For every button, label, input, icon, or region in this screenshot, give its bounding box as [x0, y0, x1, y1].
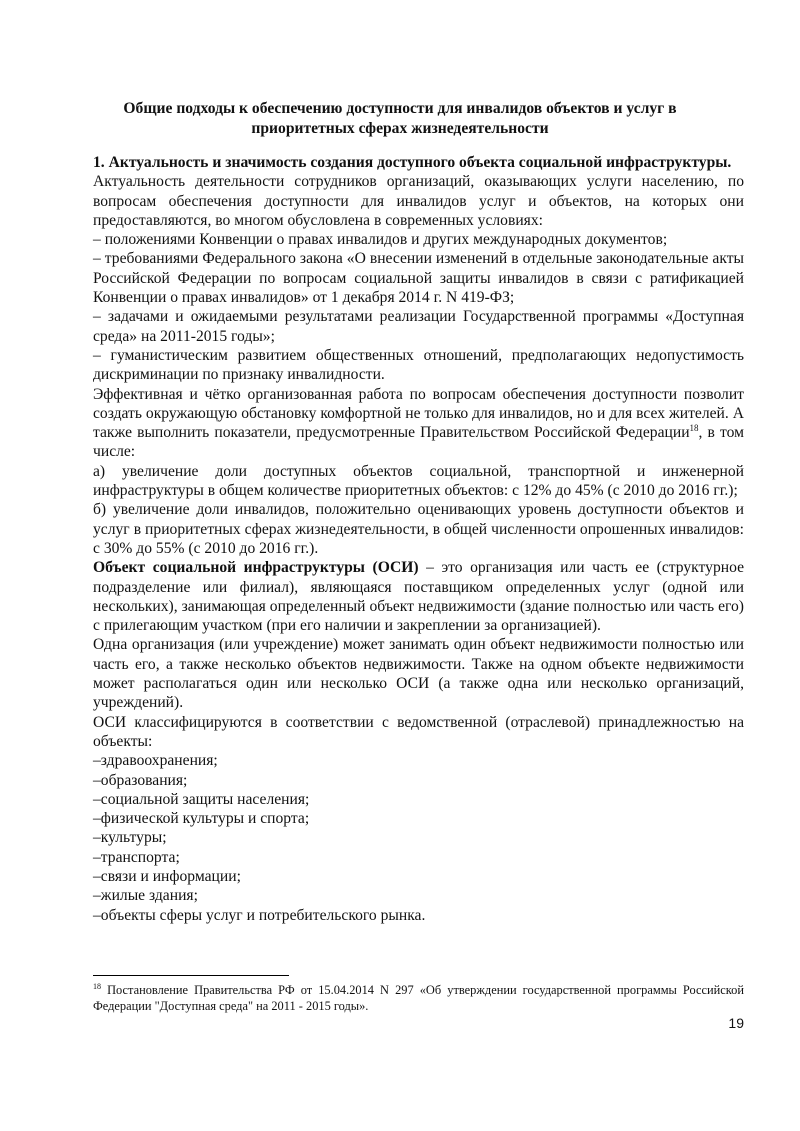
classification-paragraph: ОСИ классифицируются в соответствии с ведомственной (отраслевой) принадлежностью на объекты:	[93, 713, 744, 750]
osi-definition: – это организация или часть ее (структурное подразделение или филиал), являющаяся поставщиком определенных услуг (одной или нескольких), занимающая определенный объект недвижимости (здание полностью или часть его) с прилегающим участком (при его наличии и закреплении за организацией).	[93, 559, 744, 635]
page-number: 19	[728, 1015, 744, 1031]
category-item: –культуры;	[93, 829, 167, 847]
category-item: –связи и информации;	[93, 867, 241, 885]
effective-text: Эффективная и чётко организованная работа по вопросам обеспечения доступности позволит создать окружающую обстановку комфортной не только для инвалидов, но и для всех жителей. А также выполнить показатели, предусмотренные Правительством Российской Федерации	[93, 385, 744, 442]
document-body	[93, 153, 744, 925]
effective-paragraph	[93, 385, 744, 462]
category-item: –транспорта;	[93, 848, 180, 866]
footnote-number: 18	[93, 982, 101, 991]
effective-tail: , в том числе:	[93, 424, 744, 461]
condition-item: – положениями Конвенции о правах инвалидов и других международных документов;	[93, 231, 668, 249]
footnote-text: Постановление Правительства РФ от 15.04.2014 N 297 «Об утверждении государственной программы Российской Федерации "Доступная среда" на 2011 - 2015 годы».	[93, 983, 744, 1014]
one-organization-paragraph: Одна организация (или учреждение) может занимать один объект недвижимости полностью или часть его, а также несколько объектов недвижимости. Также на одном объекте недвижимости может располагаться один или несколько ОСИ (а также одна или несколько организаций, учреждений).	[93, 636, 744, 712]
footnote-separator	[93, 975, 289, 976]
condition-item: – задачами и ожидаемыми результатами реализации Государственной программы «Доступная среда» на 2011-2015 годы»;	[93, 308, 744, 345]
category-item: –жилые здания;	[93, 887, 198, 905]
section-heading: 1. Актуальность и значимость создания доступного объекта социальной инфраструктуры.	[93, 154, 732, 171]
osi-term: Объект социальной инфраструктуры (ОСИ)	[93, 559, 419, 577]
indicator-b: б) увеличение доли инвалидов, положительно оценивающих уровень доступности объектов и услуг в приоритетных сферах жизнедеятельности, в общей численности опрошенных инвалидов: с 30% до 55% (с 2010 до 2016 гг.).	[93, 501, 744, 557]
category-item: –физической культуры и спорта;	[93, 810, 310, 828]
condition-item: – гуманистическим развитием общественных отношений, предполагающих недопустимость дискриминации по признаку инвалидности.	[93, 346, 744, 384]
footnote-reference: 18	[689, 423, 699, 434]
category-item: –здравоохранения;	[93, 752, 218, 770]
category-item: –объекты сферы услуг и потребительского рынка.	[93, 906, 426, 924]
osi-definition-paragraph	[93, 558, 744, 635]
condition-item: – требованиями Федерального закона «О внесении изменений в отдельные законодательные акты Российской Федерации по вопросам социальной защиты инвалидов в связи с ратификацией Конвенции о правах инвалидов» от 1 декабря 2014 г. N 419-ФЗ;	[93, 250, 744, 307]
footnote	[93, 982, 744, 1015]
category-item: –социальной защиты населения;	[93, 790, 310, 808]
document-title: Общие подходы к обеспечению доступности для инвалидов объектов и услуг в приоритетных сферах жизнедеятельности	[123, 100, 677, 137]
category-item: –образования;	[93, 771, 188, 789]
indicator-a: а) увеличение доли доступных объектов социальной, транспортной и инженерной инфраструктуры в общем количестве приоритетных объектов: с 12% до 45% (с 2010 до 2016 гг.);	[93, 462, 744, 500]
intro-paragraph: Актуальность деятельности сотрудников организаций, оказывающих услуги населению, по вопросам обеспечения доступности для инвалидов услуг и объектов, на которых они предоставляются, во многом обусловлена в современных условиях:	[93, 173, 744, 229]
category-list	[93, 751, 744, 925]
